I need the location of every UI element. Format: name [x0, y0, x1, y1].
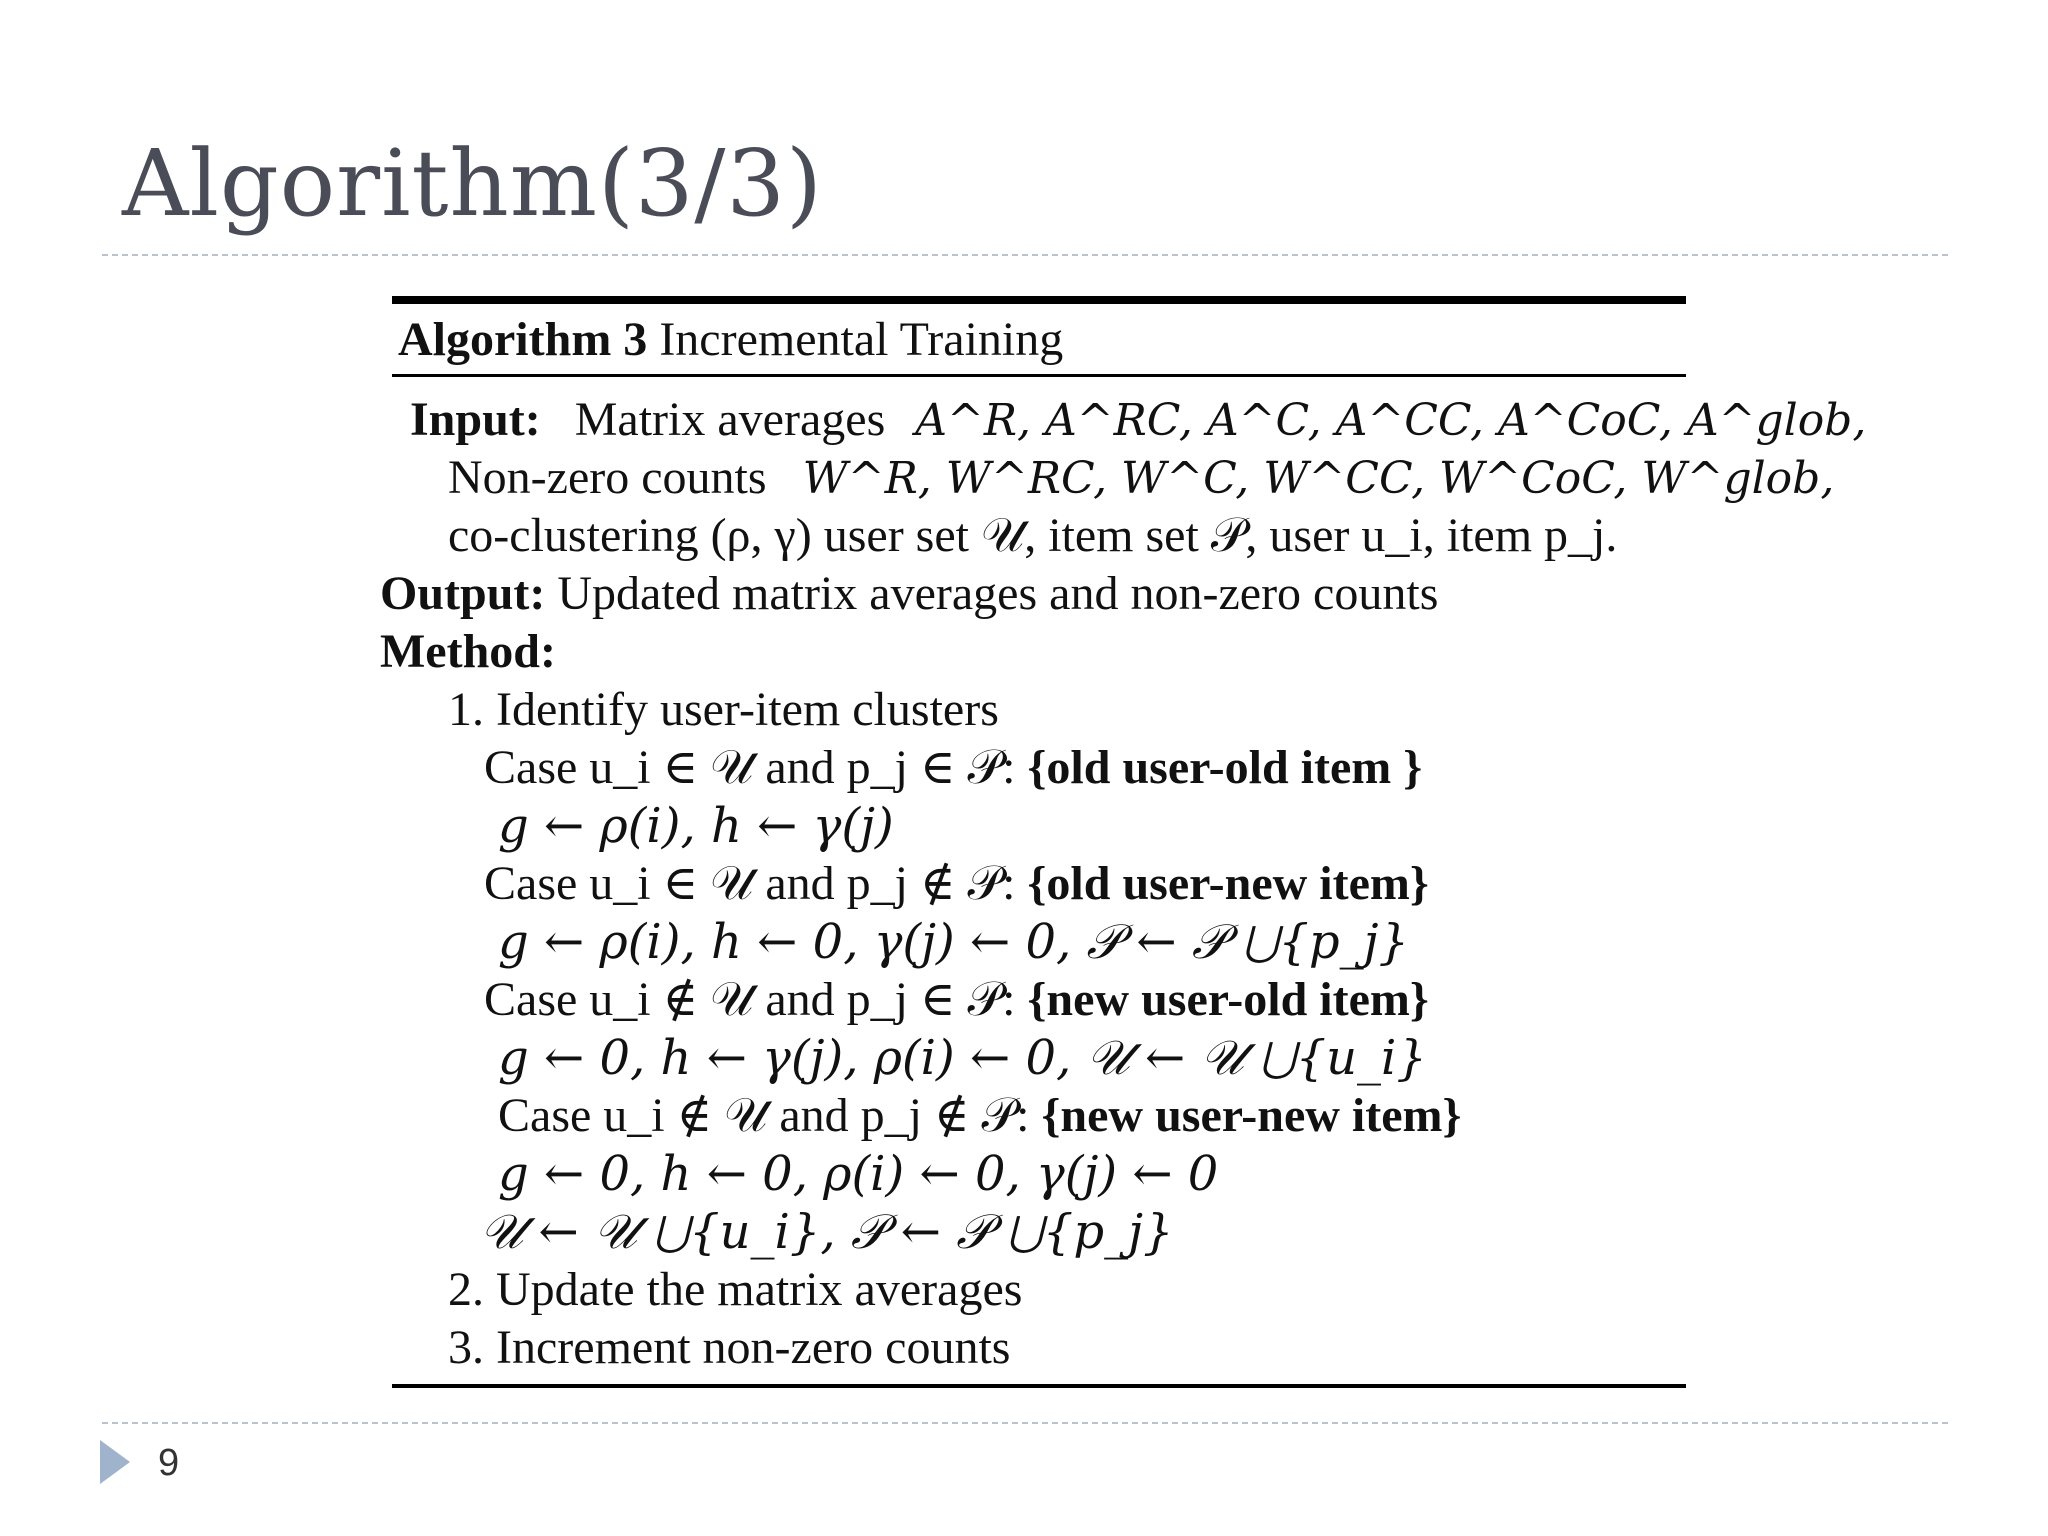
algorithm-heading-rule	[392, 374, 1686, 377]
algorithm-bottom-rule	[392, 1384, 1686, 1388]
step-3: 3. Increment non-zero counts	[448, 1321, 1011, 1374]
input-line-2-math: W^R, W^RC, W^C, W^CC, W^CoC, W^glob,	[802, 453, 1835, 504]
title-divider	[102, 254, 1948, 256]
step-2: 2. Update the matrix averages	[448, 1263, 1023, 1316]
case-3-tag: {new user-old item}	[1027, 973, 1429, 1026]
case-4-update: 𝒰 ← 𝒰 ⋃{u_i}, 𝒫 ← 𝒫 ⋃{p_j}	[480, 1204, 1174, 1260]
case-1-assign: g ← ρ(i), h ← γ(j)	[498, 798, 894, 854]
output-label: Output:	[380, 567, 546, 620]
case-2	[484, 857, 1429, 910]
input-line-1-text: Matrix averages	[574, 393, 886, 446]
input-label: Input:	[410, 393, 541, 446]
case-3-assign: g ← 0, h ← γ(j), ρ(i) ← 0, 𝒰 ← 𝒰 ⋃{u_i}	[498, 1030, 1427, 1086]
case-4-tag: {new user-new item}	[1041, 1089, 1462, 1142]
input-line-2-text: Non-zero counts	[448, 451, 767, 504]
output-text: Updated matrix averages and non-zero counts	[557, 567, 1439, 620]
step-1: 1. Identify user-item clusters	[448, 683, 999, 736]
input-line-3: co-clustering (ρ, γ) user set 𝒰, item set 𝒫, user u_i, item p_j.	[448, 509, 1618, 562]
case-2-condition: Case u_i ∈ 𝒰 and p_j ∉ 𝒫:	[484, 857, 1016, 910]
case-1-condition: Case u_i ∈ 𝒰 and p_j ∈ 𝒫:	[484, 741, 1016, 794]
algorithm-box	[380, 296, 1867, 1388]
case-1	[484, 741, 1423, 794]
algorithm-number: Algorithm 3	[398, 313, 648, 366]
algorithm-name: Incremental Training	[659, 313, 1064, 366]
output-line	[380, 567, 1439, 620]
method-label: Method:	[380, 625, 556, 678]
case-4	[498, 1089, 1462, 1142]
case-2-tag: {old user-new item}	[1027, 857, 1429, 910]
algorithm-top-rule	[392, 296, 1686, 304]
input-line-2	[448, 451, 1835, 504]
footer-divider	[102, 1422, 1948, 1424]
case-2-assign: g ← ρ(i), h ← 0, γ(j) ← 0, 𝒫 ← 𝒫 ⋃{p_j}	[498, 914, 1410, 970]
triangle-bullet-icon	[100, 1440, 130, 1484]
case-3	[484, 973, 1429, 1026]
algorithm-heading	[398, 313, 1064, 366]
case-1-tag: {old user-old item }	[1027, 741, 1423, 794]
input-line-1-math: A^R, A^RC, A^C, A^CC, A^CoC, A^glob,	[915, 395, 1867, 446]
case-3-condition: Case u_i ∉ 𝒰 and p_j ∈ 𝒫:	[484, 973, 1016, 1026]
case-4-assign: g ← 0, h ← 0, ρ(i) ← 0, γ(j) ← 0	[498, 1146, 1219, 1202]
page-number: 9	[158, 1442, 180, 1484]
slide-title: Algorithm(3/3)	[122, 130, 823, 237]
input-line-1	[410, 393, 1867, 446]
case-4-condition: Case u_i ∉ 𝒰 and p_j ∉ 𝒫:	[498, 1089, 1030, 1142]
